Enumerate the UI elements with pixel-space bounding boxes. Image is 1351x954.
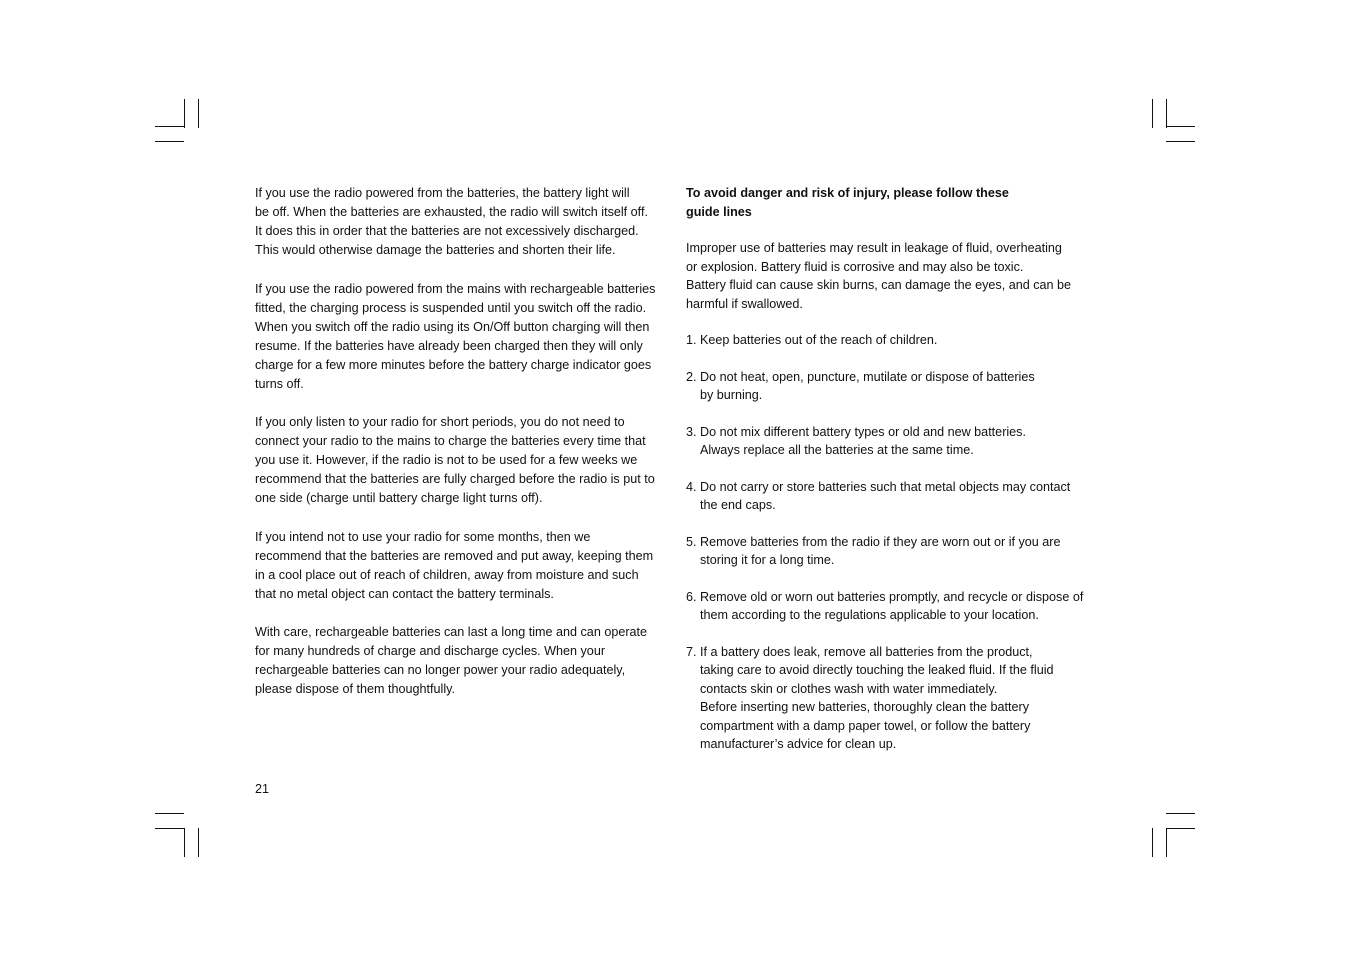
heading-line: guide lines — [686, 204, 752, 219]
paragraph-battery-power — [255, 184, 675, 260]
text-line: them according to the regulations applicable to your location. — [700, 608, 1039, 622]
text-line: taking care to avoid directly touching the leaked fluid. If the fluid — [700, 663, 1054, 677]
text-line: If you only listen to your radio for short periods, you do not need to — [255, 415, 625, 429]
list-item — [686, 588, 1106, 625]
text-line: that no metal object can contact the battery terminals. — [255, 586, 554, 601]
text-line: If you intend not to use your radio for some months, then we — [255, 529, 591, 544]
text-line: please dispose of them thoughtfully. — [255, 682, 455, 696]
safety-heading — [686, 184, 1106, 221]
text-line: recommend that the batteries are fully charged before the radio is put to — [255, 472, 655, 486]
heading-line: To avoid danger and risk of injury, please follow these — [686, 186, 1009, 200]
text-line: contacts skin or clothes wash with water immediately. — [700, 681, 998, 696]
left-column — [255, 184, 675, 699]
paragraph-short-periods — [255, 413, 675, 508]
right-column — [686, 184, 1106, 754]
text-line: fitted, the charging process is suspended until you switch off the radio. — [255, 300, 647, 315]
text-line: Always replace all the batteries at the same time. — [700, 443, 974, 457]
text-line: Improper use of batteries may result in leakage of fluid, overheating — [686, 241, 1062, 255]
text-line: in a cool place out of reach of children, away from moisture and such — [255, 567, 639, 582]
text-line: turns off. — [255, 376, 304, 391]
text-line: It does this in order that the batteries are not excessively discharged. — [255, 224, 639, 238]
list-item — [686, 533, 1106, 570]
paragraph-mains-charging — [255, 280, 675, 394]
text-line: 6. Remove old or worn out batteries promptly, and recycle or dispose of — [686, 589, 1084, 604]
text-line: connect your radio to the mains to charge the batteries every time that — [255, 434, 646, 448]
list-item — [686, 331, 1106, 350]
text-line: compartment with a damp paper towel, or follow the battery — [700, 718, 1031, 733]
text-line: 2. Do not heat, open, puncture, mutilate or dispose of batteries — [686, 369, 1035, 384]
text-line: rechargeable batteries can no longer power your radio adequately, — [255, 663, 626, 677]
page-number: 21 — [255, 782, 270, 796]
text-line: harmful if swallowed. — [686, 296, 803, 311]
list-item — [686, 478, 1106, 515]
paragraph-storage — [255, 528, 675, 604]
text-line: If you use the radio powered from the mains with rechargeable batteries — [255, 281, 656, 296]
text-line: the end caps. — [700, 498, 776, 512]
text-line: 3. Do not mix different battery types or old and new batteries. — [686, 424, 1026, 439]
text-line: charge for a few more minutes before the battery charge indicator goes — [255, 357, 652, 372]
text-line: With care, rechargeable batteries can last a long time and can operate — [255, 625, 648, 639]
text-line: or explosion. Battery fluid is corrosive and may also be toxic. — [686, 259, 1024, 274]
text-line: 1. Keep batteries out of the reach of children. — [686, 333, 938, 347]
list-item — [686, 643, 1106, 754]
list-item — [686, 368, 1106, 405]
text-line: be off. When the batteries are exhausted, the radio will switch itself off. — [255, 205, 648, 219]
text-line: for many hundreds of charge and discharge cycles. When your — [255, 644, 606, 658]
text-line: recommend that the batteries are removed and put away, keeping them — [255, 548, 654, 563]
text-line: you use it. However, if the radio is not to be used for a few weeks we — [255, 453, 638, 467]
text-line: one side (charge until battery charge light turns off). — [255, 491, 543, 505]
text-line: Before inserting new batteries, thoroughly clean the battery — [700, 700, 1030, 714]
text-line: manufacturer’s advice for clean up. — [700, 737, 897, 751]
list-item — [686, 423, 1106, 460]
text-line: 7. If a battery does leak, remove all batteries from the product, — [686, 644, 1033, 659]
text-line: resume. If the batteries have already been charged then they will only — [255, 338, 643, 353]
text-line: If you use the radio powered from the batteries, the battery light will — [255, 186, 630, 200]
text-line: by burning. — [700, 388, 763, 402]
text-line: When you switch off the radio using its On/Off button charging will then — [255, 319, 650, 334]
text-line: This would otherwise damage the batteries and shorten their life. — [255, 243, 616, 257]
text-line: 4. Do not carry or store batteries such that metal objects may contact — [686, 479, 1071, 494]
text-line: storing it for a long time. — [700, 553, 835, 567]
paragraph-disposal — [255, 623, 675, 699]
text-line: Battery fluid can cause skin burns, can damage the eyes, and can be — [686, 278, 1072, 292]
text-line: 5. Remove batteries from the radio if they are worn out or if you are — [686, 534, 1061, 549]
safety-intro — [686, 239, 1106, 313]
